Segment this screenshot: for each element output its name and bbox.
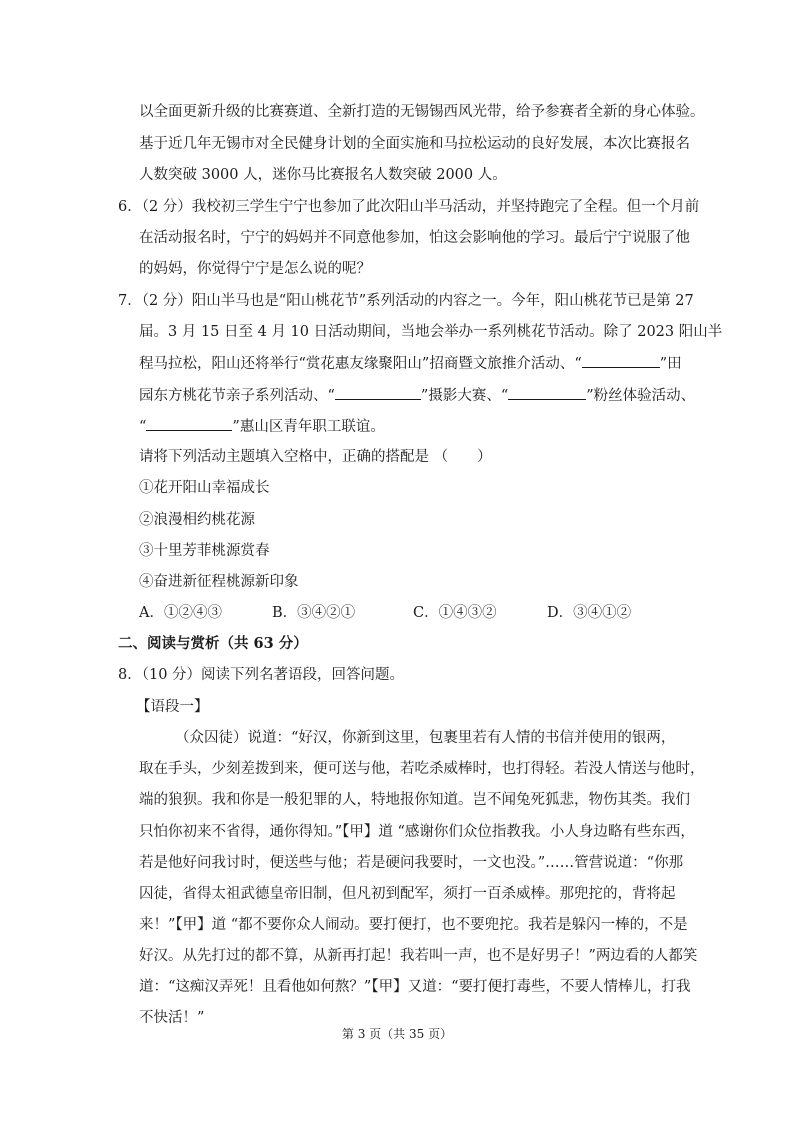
question-7-line-5-open: “ — [139, 419, 147, 435]
question-7-line-3 — [139, 353, 682, 374]
choice-a[interactable]: A．①②④③ — [139, 605, 222, 621]
question-7-line-2: 届。3 月 15 日至 4 月 10 日活动期间，当地会举办一系列桃花节活动。除了 2023 阳山半 — [139, 324, 723, 340]
question-7-prompt: 请将下列活动主题填入空格中，正确的搭配是 （ ） — [139, 449, 492, 465]
passage-label: 【语段一】 — [136, 699, 209, 715]
passage-line: 好汉。从先打过的都不算，从新再打起！我若叫一声，也不是好男子！”两边看的人都笑 — [139, 948, 698, 964]
question-8-line-1: 8．（10 分）阅读下列名著语段，回答问题。 — [118, 667, 405, 683]
intro-line-2: 基于近几年无锡市对全民健身计划的全面实施和马拉松运动的良好发展，本次比赛报名 — [139, 136, 690, 152]
question-7-line-5-end: ”惠山区青年职工联谊。 — [232, 419, 385, 435]
passage-line: 端的狼狈。我和你是一般犯罪的人，特地报你知道。岂不闻兔死狐悲，物伤其类。我们 — [139, 792, 690, 808]
passage-line: 只怕你初来不省得，通你得知。”【甲】道 “感谢你们众位指教我。小人身边略有些东西， — [139, 824, 695, 840]
question-7-line-3-text: 程马拉松，阳山还将举行“赏花惠友缘聚阳山”招商暨文旅推介活动、“ — [139, 356, 582, 372]
intro-line-3: 人数突破 3000 人，迷你马比赛报名人数突破 2000 人。 — [139, 167, 507, 183]
question-6-line-1: 6．（2 分）我校初三学生宁宁也参加了此次阳山半马活动，并坚持跑完了全程。但一个月前 — [118, 199, 700, 215]
passage-line: 不快活！” — [139, 1010, 205, 1026]
passage-line: 取在手头，少刻差拨到来，便可送与他，若吃杀威棒时，也打得轻。若没人情送与他时， — [139, 761, 705, 777]
option-4: ④奋进新征程桃源新印象 — [139, 574, 299, 590]
option-1: ①花开阳山幸福成长 — [139, 480, 270, 496]
passage-line: 道：“这痴汉弄死！且看他如何熬？”【甲】又道：“要打便打毒些，不要人情棒儿，打我 — [139, 979, 691, 995]
question-7-line-4-end: ”粉丝体验活动、 — [586, 388, 696, 404]
fill-blank-4[interactable] — [146, 416, 232, 431]
fill-blank-2[interactable] — [335, 385, 421, 400]
question-7-line-4 — [139, 385, 695, 406]
fill-blank-3[interactable] — [508, 385, 586, 400]
passage-line: （众囚徒）说道：“好汉，你新到这里，包裹里若有人情的书信并使用的银两， — [175, 730, 676, 746]
intro-line-1: 以全面更新升级的比赛赛道、全新打造的无锡锡西风光带，给予参赛者全新的身心体验。 — [139, 104, 705, 120]
question-7-line-3-end: ”田 — [659, 356, 682, 372]
question-7-line-5 — [139, 416, 385, 437]
option-2: ②浪漫相约桃花源 — [139, 512, 255, 528]
question-7-line-1: 7．（2 分）阳山半马也是“阳山桃花节”系列活动的内容之一。今年，阳山桃花节已是第 27 — [118, 293, 694, 309]
option-3: ③十里芳菲桃源赏春 — [139, 543, 270, 559]
question-7-line-4-mid: ”摄影大赛、“ — [420, 388, 509, 404]
fill-blank-1[interactable] — [582, 353, 660, 368]
passage-line: 来！”【甲】道 “都不要你众人闹动。要打便打，也不要兜拕。我若是躲闪一棒的，不是 — [139, 917, 688, 933]
choice-c[interactable]: C．①④③② — [413, 605, 497, 621]
choice-b[interactable]: B．③④②① — [272, 605, 356, 621]
choice-d[interactable]: D．③④①② — [547, 605, 632, 621]
passage-line: 若是他好问我讨时，便送些与他；若是硬问我要时，一文也没。”……管营说道：“你那 — [139, 855, 684, 871]
question-7-line-4-text: 园东方桃花节亲子系列活动、“ — [139, 388, 335, 404]
passage-line: 囚徒，省得太祖武德皇帝旧制，但凡初到配军，须打一百杀威棒。那兜拕的，背将起 — [139, 886, 676, 902]
section-heading: 二、阅读与赏析（共 63 分） — [118, 635, 308, 652]
question-6-line-2: 在活动报名时，宁宁的妈妈并不同意他参加，怕这会影响他的学习。最后宁宁说服了他 — [139, 230, 690, 246]
question-6-line-3: 的妈妈，你觉得宁宁是怎么说的呢？ — [139, 261, 371, 277]
page-footer: 第 3 页（共 35 页） — [341, 1027, 453, 1041]
